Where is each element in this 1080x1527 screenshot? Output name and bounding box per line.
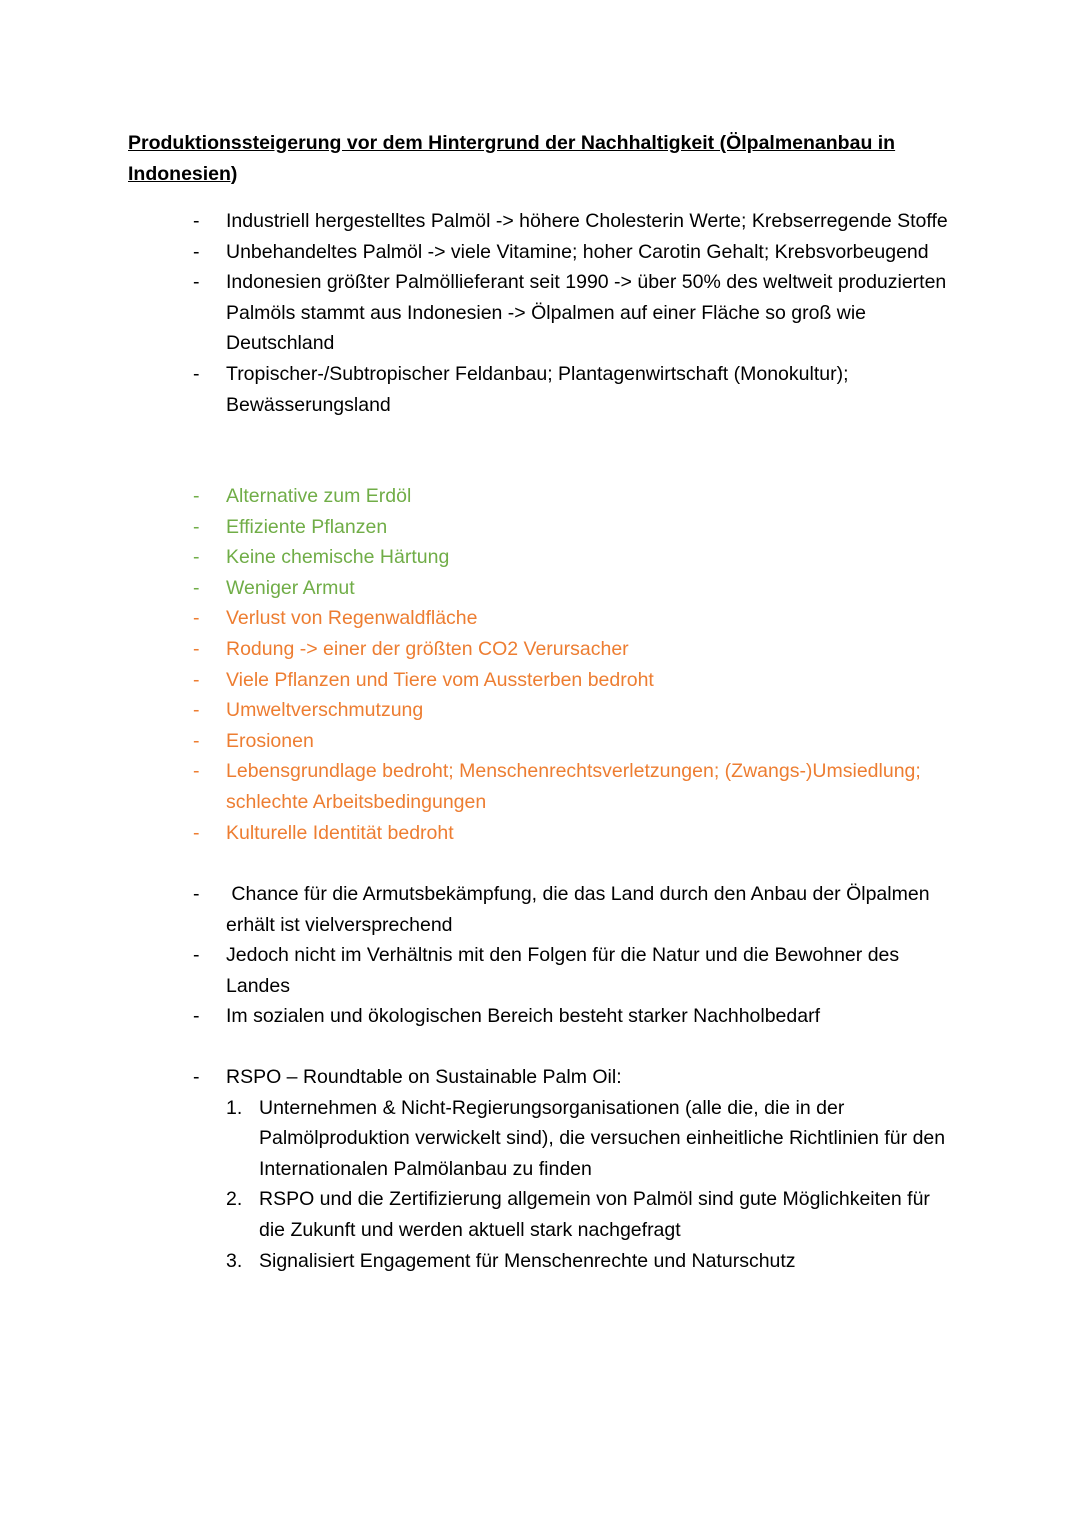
bullet-dash: -: [193, 1005, 200, 1028]
list-item-text: Indonesien größter Palmöllieferant seit 1990 -> über 50% des weltweit produzierten Palmöls stammt aus Indonesien -> Ölpalmen auf einer Fläche so groß wie Deutschland: [226, 271, 947, 355]
list-item-text: Im sozialen und ökologischen Bereich besteht starker Nachholbedarf: [226, 1005, 821, 1028]
con-item-text: Erosionen: [226, 729, 314, 752]
con-item: [0, 603, 956, 634]
list-item: [0, 1001, 956, 1032]
list-item: [0, 206, 956, 237]
list-item: [0, 267, 956, 359]
con-item: [0, 726, 956, 757]
list-item: [0, 940, 956, 1001]
numbered-item: [0, 1184, 959, 1245]
numbered-item: [0, 1093, 959, 1185]
bullet-dash: -: [193, 699, 200, 722]
bullet-dash: -: [193, 760, 200, 783]
con-item-text: Kulturelle Identität bedroht: [226, 821, 454, 844]
bullet-dash: -: [193, 607, 200, 630]
facts-list: [0, 206, 1080, 420]
con-item-text: Verlust von Regenwaldfläche: [226, 607, 478, 630]
list-item: [0, 879, 956, 940]
con-item-text: Lebensgrundlage bedroht; Menschenrechtsverletzungen; (Zwangs-)Umsiedlung; schlechte Arbeitsbedingungen: [226, 760, 921, 813]
con-item: [0, 695, 956, 726]
conclusion-list: [0, 879, 1080, 1032]
bullet-dash: -: [193, 944, 200, 967]
bullet-dash: -: [193, 485, 200, 507]
numbered-item-text: RSPO und die Zertifizierung allgemein von Palmöl sind gute Möglichkeiten für die Zukunft und werden aktuell stark nachgefragt: [259, 1188, 930, 1241]
pro-item: [0, 481, 956, 512]
bullet-dash: -: [193, 240, 200, 263]
list-item-text: Industriell hergestelltes Palmöl -> höhere Cholesterin Werte; Krebserregende Stoffe: [226, 210, 948, 232]
pro-item: [0, 573, 956, 604]
con-item-text: Umweltverschmutzung: [226, 699, 424, 722]
con-item: [0, 756, 956, 817]
bullet-dash: -: [193, 1066, 200, 1088]
bullet-dash: -: [193, 362, 200, 385]
item-number: 3.: [226, 1249, 243, 1272]
item-number: 1.: [226, 1096, 243, 1119]
bullet-dash: -: [193, 883, 200, 905]
con-item: [0, 818, 956, 849]
con-item: [0, 665, 956, 696]
con-item-text: Rodung -> einer der größten CO2 Verursacher: [226, 637, 629, 660]
bullet-dash: -: [193, 515, 200, 538]
list-item-text: Tropischer-/Subtropischer Feldanbau; Plantagenwirtschaft (Monokultur); Bewässerungsland: [226, 362, 849, 416]
pro-item-text: Keine chemische Härtung: [226, 546, 450, 569]
list-item-text: Unbehandeltes Palmöl -> viele Vitamine; hoher Carotin Gehalt; Krebsvorbeugend: [226, 240, 929, 263]
bullet-dash: -: [193, 546, 200, 569]
bullet-dash: -: [193, 821, 200, 844]
con-item-text: Viele Pflanzen und Tiere vom Aussterben bedroht: [226, 668, 654, 691]
rspo-section: [0, 1062, 1080, 1276]
rspo-heading: RSPO – Roundtable on Sustainable Palm Oil:: [226, 1066, 622, 1088]
pro-item: [0, 542, 956, 573]
list-item-text: Chance für die Armutsbekämpfung, die das Land durch den Anbau der Ölpalmen erhält ist vielversprechend: [226, 883, 935, 936]
pro-item-text: Effiziente Pflanzen: [226, 515, 388, 538]
numbered-item-text: Unternehmen & Nicht-Regierungsorganisationen (alle die, die in der Palmölproduktion verwickelt sind), die versuchen einheitliche Richtlinien für den Internationalen Palmölanbau zu finden: [259, 1096, 946, 1180]
list-item-text: Jedoch nicht im Verhältnis mit den Folgen für die Natur und die Bewohner des Landes: [226, 944, 900, 997]
numbered-item: [0, 1246, 959, 1277]
bullet-dash: -: [193, 729, 200, 752]
page-title: Produktionssteigerung vor dem Hintergrund der Nachhaltigkeit (Ölpalmenanbau in Indonesien): [128, 132, 896, 185]
pro-item-text: Alternative zum Erdöl: [226, 485, 412, 507]
item-number: 2.: [226, 1188, 243, 1211]
con-item: [0, 634, 956, 665]
numbered-item-text: Signalisiert Engagement für Menschenrechte und Naturschutz: [259, 1249, 796, 1272]
bullet-dash: -: [193, 668, 200, 691]
bullet-dash: -: [193, 637, 200, 660]
bullet-dash: -: [193, 210, 200, 232]
rspo-heading-item: [0, 1062, 956, 1093]
list-item: [0, 359, 956, 420]
pro-item-text: Weniger Armut: [226, 576, 355, 599]
bullet-dash: -: [193, 271, 200, 294]
bullet-dash: -: [193, 576, 200, 599]
list-item: [0, 237, 956, 268]
pro-item: [0, 512, 956, 543]
pros-cons-list: [0, 481, 1080, 848]
